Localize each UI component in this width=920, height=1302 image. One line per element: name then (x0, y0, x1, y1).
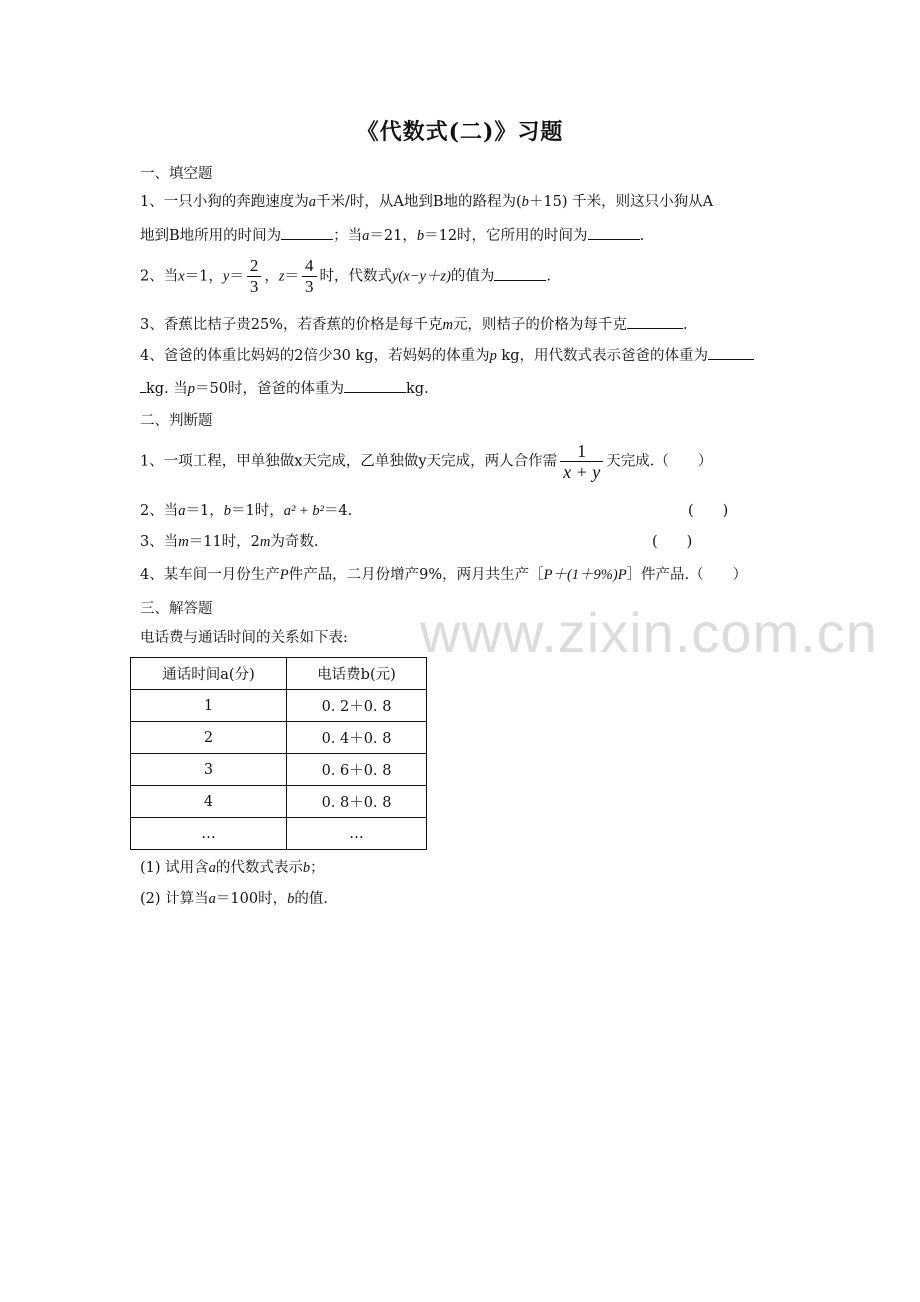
section-heading-true-false: 二、判断题 (140, 413, 213, 429)
table-header-time: 通话时间a(分) (131, 658, 287, 690)
table-cell: 0. 2＋0. 8 (287, 690, 427, 722)
fraction-one-over-x-plus-y: $\frac{1}{x + y}$ (560, 441, 603, 482)
table-row (131, 722, 427, 754)
judge-question-1: 1、一项工程，甲单独做x天完成，乙单独做y天完成，两人合作需 $\frac{1}{x + y}$ 天完成.（ ） (140, 441, 713, 482)
answer-blank[interactable] (344, 378, 406, 393)
question-1-line-1: 1、一只小狗的奔跑速度为a千米/时，从A地到B地的路程为(b＋15) 千米，则这只小狗从A (140, 194, 714, 210)
page-title: 《代数式(二)》习题 (356, 119, 564, 145)
answer-blank[interactable] (627, 314, 683, 329)
question-1-line-2: 地到B地所用的时间为 ；当a＝21，b＝12时，它所用的时间为 . (140, 225, 644, 246)
sub-question-1: (1) 试用含a的代数式表示b； (140, 860, 325, 876)
table-cell: 3 (131, 754, 287, 786)
question-4-line-2: kg. 当p＝50时，爸爸的体重为 kg. (140, 378, 429, 399)
answer-blank[interactable] (588, 225, 640, 240)
phone-fee-table (130, 657, 427, 850)
answer-blank[interactable] (281, 225, 333, 240)
table-cell: 0. 4＋0. 8 (287, 722, 427, 754)
table-header-row (131, 658, 427, 690)
judge-question-3: 3、当m＝11时，2m为奇数. (140, 534, 319, 550)
section-heading-solve: 三、解答题 (140, 601, 213, 617)
table-cell: 4 (131, 786, 287, 818)
table-header-fee: 电话费b(元) (287, 658, 427, 690)
table-row (131, 786, 427, 818)
judge-question-2: 2、当a＝1，b＝1时，a² + b²＝4. (140, 503, 353, 519)
question-3: 3、香蕉比桔子贵25%，若香蕉的价格是每千克m元，则桔子的价格为每千克 . (140, 314, 688, 335)
sub-question-2: (2) 计算当a＝100时，b的值. (140, 891, 328, 907)
table-intro: 电话费与通话时间的关系如下表: (140, 630, 348, 646)
table-cell: 0. 8＋0. 8 (287, 786, 427, 818)
answer-blank[interactable] (494, 266, 546, 281)
watermark: www.zixin.com.cn (420, 601, 878, 664)
table-row (131, 754, 427, 786)
fraction-four-thirds: $\frac{4}{3}$ (302, 256, 317, 297)
table-row (131, 690, 427, 722)
table-cell: 1 (131, 690, 287, 722)
answer-blank[interactable] (708, 345, 754, 360)
table-row (131, 818, 427, 850)
section-heading-fill-in: 一、填空题 (140, 166, 213, 182)
table-cell: 0. 6＋0. 8 (287, 754, 427, 786)
table-cell: … (131, 818, 287, 850)
table-cell: … (287, 818, 427, 850)
table-cell: 2 (131, 722, 287, 754)
judge-question-4: 4、某车间一月份生产P件产品，二月份增产9%，两月共生产［P＋(1＋9%)P］件产品.（ ） (140, 567, 748, 583)
judge-answer-paren[interactable]: ( ) (688, 503, 729, 519)
fraction-two-thirds: $\frac{2}{3}$ (247, 256, 262, 297)
judge-answer-paren[interactable]: ( ) (652, 534, 693, 550)
question-2: 2、当x＝1，y＝ $\frac{2}{3}$ ，z＝ $\frac{4}{3}$ 时，代数式y(x−y＋z)的值为 . (140, 256, 552, 296)
question-4-line-1: 4、爸爸的体重比妈妈的2倍少30 kg，若妈妈的体重为p kg，用代数式表示爸爸的体重为 (140, 345, 754, 366)
